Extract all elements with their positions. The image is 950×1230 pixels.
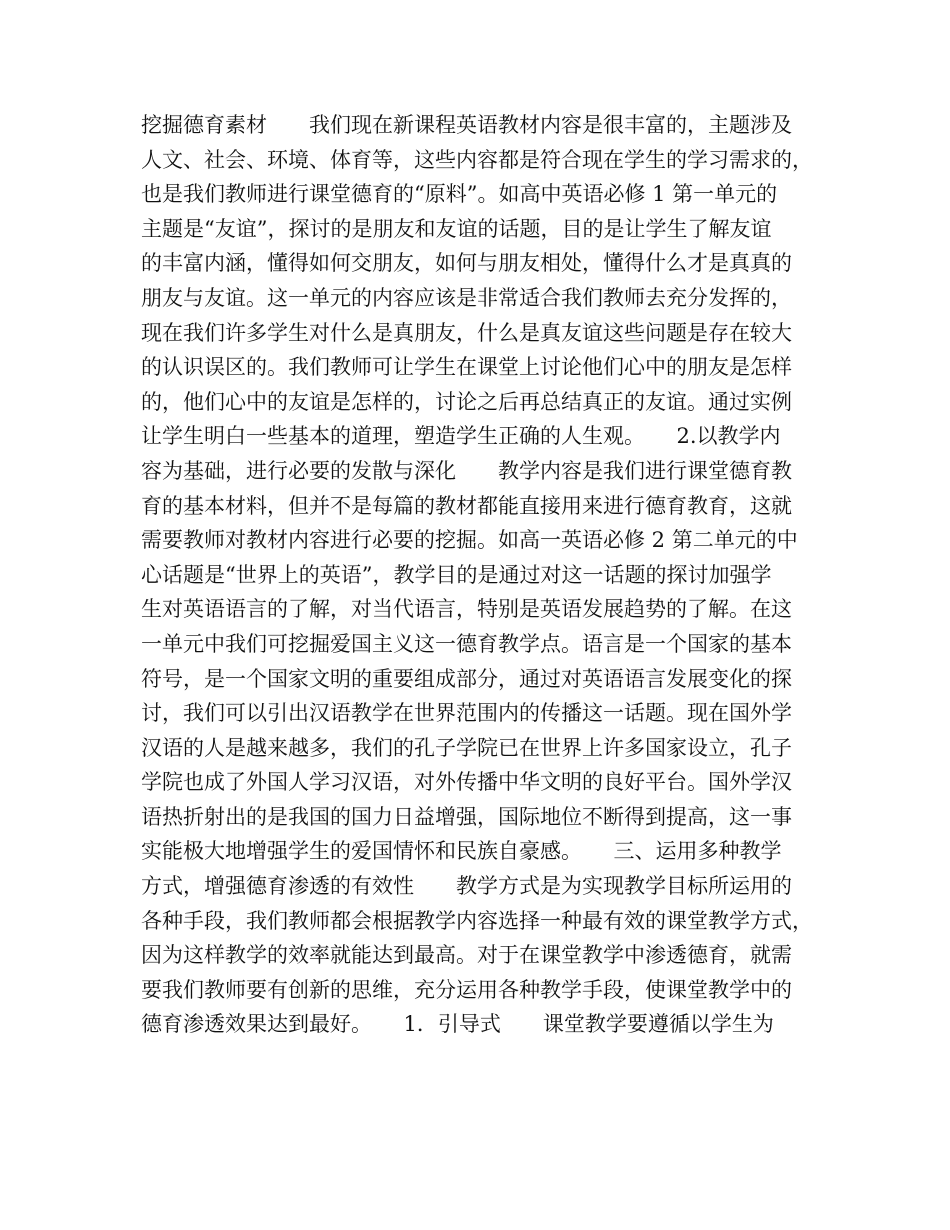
- text-line: 因为这样教学的效率就能达到最高。对于在课堂教学中渗透德育，就需: [141, 943, 792, 968]
- text-line: 人文、社会、环境、体育等，这些内容都是符合现在学生的学习需求的，: [141, 147, 813, 172]
- text-line: 也是我们教师进行课堂德育的“原料”。如高中英语必修 1 第一单元的: [141, 182, 778, 207]
- text-line: 汉语的人是越来越多，我们的孔子学院已在世界上许多国家设立，孔子: [141, 735, 792, 760]
- text-line: 实能极大地增强学生的爱国情怀和民族自豪感。 三、运用多种教学: [141, 839, 782, 864]
- text-line: 一单元中我们可挖掘爱国主义这一德育教学点。语言是一个国家的基本: [141, 631, 792, 656]
- text-line: 育的基本材料，但并不是每篇的教材都能直接用来进行德育教育，这就: [141, 493, 792, 518]
- text-line: 让学生明白一些基本的道理，塑造学生正确的人生观。 2.以教学内: [141, 424, 781, 449]
- text-line: 的，他们心中的友谊是怎样的，讨论之后再总结真正的友谊。通过实例: [141, 389, 792, 414]
- text-line: 挖掘德育素材 我们现在新课程英语教材内容是很丰富的，主题涉及: [141, 113, 792, 137]
- text-line: 主题是“友谊”，探讨的是朋友和友谊的话题，目的是让学生了解友谊: [141, 216, 772, 241]
- text-line: 的认识误区的。我们教师可让学生在课堂上讨论他们心中的朋友是怎样: [141, 355, 792, 380]
- text-line: 各种手段，我们教师都会根据教学内容选择一种最有效的课堂教学方式，: [141, 908, 813, 933]
- text-line: 符号，是一个国家文明的重要组成部分，通过对英语语言发展变化的探: [141, 666, 792, 691]
- text-line: 现在我们许多学生对什么是真朋友，什么是真友谊这些问题是存在较大: [141, 320, 792, 345]
- text-line: 心话题是“世界上的英语”，教学目的是通过对这一话题的探讨加强学: [141, 562, 772, 587]
- body-text: [141, 108, 831, 1042]
- text-line: 学院也成了外国人学习汉语，对外传播中华文明的良好平台。国外学汉: [141, 770, 792, 795]
- text-line: 生对英语语言的了解，对当代语言，特别是英语发展趋势的了解。在这: [141, 597, 792, 622]
- text-line: 方式，增强德育渗透的有效性 教学方式是为实现教学目标所运用的: [141, 874, 792, 899]
- text-line: 语热折射出的是我国的国力日益增强，国际地位不断得到提高，这一事: [141, 804, 792, 829]
- text-line: 朋友与友谊。这一单元的内容应该是非常适合我们教师去充分发挥的，: [141, 285, 792, 310]
- text-line: 要我们教师要有创新的思维，充分运用各种教学手段，使课堂教学中的: [141, 977, 792, 1002]
- text-line: 的丰富内涵，懂得如何交朋友，如何与朋友相处，懂得什么才是真真的: [141, 251, 792, 276]
- text-line: 需要教师对教材内容进行必要的挖掘。如高一英语必修 2 第二单元的中: [141, 528, 798, 553]
- text-line: 讨，我们可以引出汉语教学在世界范围内的传播这一话题。现在国外学: [141, 701, 792, 726]
- text-line: 德育渗透效果达到最好。 1．引导式 课堂教学要遵循以学生为: [141, 1012, 774, 1037]
- text-line: 容为基础，进行必要的发散与深化 教学内容是我们进行课堂德育教: [141, 458, 792, 483]
